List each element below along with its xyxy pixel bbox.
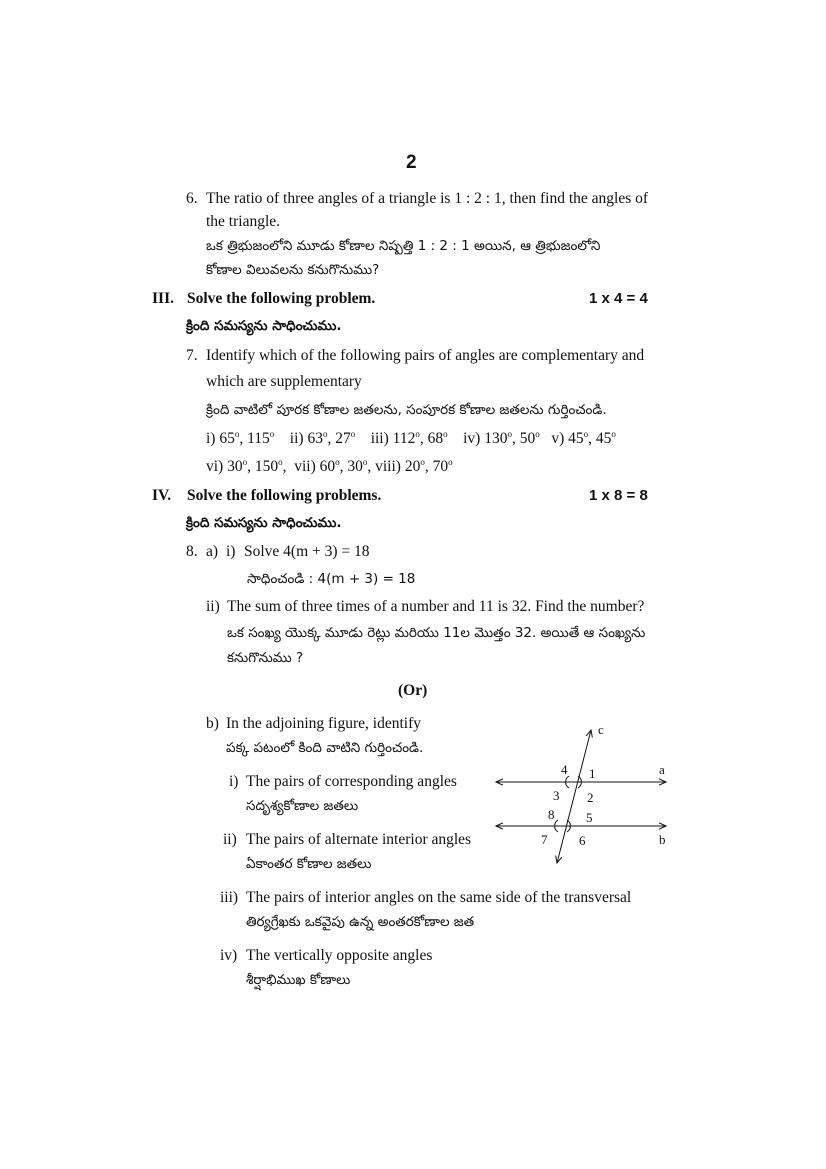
q8b-label: b) (206, 715, 219, 732)
q8biv-label: iv) (220, 947, 238, 964)
q7-pair: i) 65$^o$, 115$^o$ (206, 429, 275, 447)
angle-label-7: 7 (541, 832, 548, 847)
angle-label-8: 8 (548, 807, 555, 822)
section4-marks: 1 x 8 = 8 (589, 487, 648, 504)
q8ai-label: i) (226, 543, 236, 560)
q6-number: 6. (186, 190, 198, 207)
q7-telugu-line: క్రింది వాటిలో పూరక కోణాల జతలను, సంపూరక కోణాల జతలను గుర్తించండి. (206, 402, 607, 418)
section3-numeral: III. (152, 290, 174, 307)
q6-text-line1: The ratio of three angles of a triangle is 1 : 2 : 1, then find the angles of (206, 190, 649, 207)
q7-text-line2: which are supplementary (206, 373, 362, 390)
label-a: a (659, 762, 665, 777)
q8biii-telugu: తిర్యగ్రేఖకు ఒకవైపు ఉన్న అంతరకోణాల జత (246, 914, 475, 930)
q7-pair: vii) 60$^o$, 30$^o$ (294, 457, 368, 475)
q8biii-label: iii) (220, 889, 239, 906)
parallel-lines-figure (490, 718, 680, 868)
q8biv-text: The vertically opposite angles (246, 947, 433, 964)
label-b: b (659, 832, 666, 847)
or-separator: (Or) (398, 682, 428, 699)
section3-telugu-title: క్రింది సమస్యను సాధించుము. (186, 318, 342, 334)
q8-number: 8. (186, 543, 198, 560)
q6-telugu-line1: ఒక త్రిభుజంలోని మూడు కోణాల నిష్పత్తి 1 : 2 : 1 అయిన, ఆ త్రిభుజంలోని (206, 238, 601, 254)
section4-title: Solve the following problems. (187, 487, 382, 504)
q8aii-label: ii) (206, 598, 220, 615)
q8biv-telugu: శీర్షాభిముఖ కోణాలు (246, 972, 351, 988)
q8b-text: In the adjoining figure, identify (226, 715, 421, 732)
q7-number: 7. (186, 347, 198, 364)
angle-label-1: 1 (589, 766, 596, 781)
q7-pair: iv) 130$^o$, 50$^o$ (463, 429, 540, 447)
q6-telugu-line2: కోణాల విలువలను కనుగొనుము? (206, 262, 380, 278)
section4-telugu-title: క్రింది సమస్యను సాధించుము. (186, 515, 342, 531)
section3-title: Solve the following problem. (187, 290, 376, 307)
q8bii-telugu: ఏకాంతర కోణాల జతలు (246, 856, 372, 872)
q8bi-label: i) (229, 773, 239, 790)
q8aii-telugu-line1: ఒక సంఖ్య యొక్క మూడు రెట్లు మరియు 11ల మొత్తం 32. అయితే ఆ సంఖ్యను (227, 625, 646, 641)
q8b-telugu: పక్క పటంలో కింది వాటిని గుర్తించండి. (226, 740, 424, 756)
angle-label-3: 3 (553, 788, 560, 803)
q8ai-text: Solve 4(m + 3) = 18 (244, 543, 370, 560)
q7-pair: v) 45$^o$, 45$^o$ (551, 429, 616, 447)
angle-label-4: 4 (561, 762, 568, 777)
q7-pair: viii) 20$^o$, 70$^o$ (375, 457, 453, 475)
angle-label-5: 5 (586, 810, 593, 825)
q8a-label: a) (206, 543, 219, 560)
transversal-c (557, 730, 591, 863)
angle-label-2: 2 (587, 790, 594, 805)
q7-pair: ii) 63$^o$, 27$^o$ (289, 429, 356, 447)
q8bii-label: ii) (223, 831, 237, 848)
angle-label-6: 6 (579, 833, 586, 848)
q8aii-text: The sum of three times of a number and 11 is 32. Find the number? (227, 598, 645, 615)
q7-text-line1: Identify which of the following pairs of angles are complementary and (206, 347, 645, 364)
q8ai-telugu: సాధించండి : 4(m + 3) = 18 (247, 571, 416, 587)
q8aii-telugu-line2: కనుగొనుము ? (227, 650, 304, 666)
label-c: c (598, 722, 604, 737)
section4-numeral: IV. (152, 487, 172, 504)
section3-marks: 1 x 4 = 4 (589, 290, 648, 307)
q8bi-telugu: సదృశ్యకోణాల జతలు (246, 798, 359, 814)
q7-pair: iii) 112$^o$, 68$^o$ (370, 429, 448, 447)
q7-pairs-row2: vi) 30$^o$, 150$^o$, vii) 60$^o$, 30$^o$, viii) 20$^o$, 70$^o$ (206, 457, 453, 475)
q8bii-text: The pairs of alternate interior angles (246, 831, 472, 848)
q7-pairs-row1 (206, 430, 616, 448)
q7-pair: vi) 30$^o$, 150$^o$ (206, 457, 283, 475)
q8biii-text: The pairs of interior angles on the same side of the transversal (246, 889, 632, 906)
page-number: 2 (406, 152, 417, 173)
q6-text-line2: the triangle. (206, 213, 281, 230)
q8bi-text: The pairs of corresponding angles (246, 773, 457, 790)
